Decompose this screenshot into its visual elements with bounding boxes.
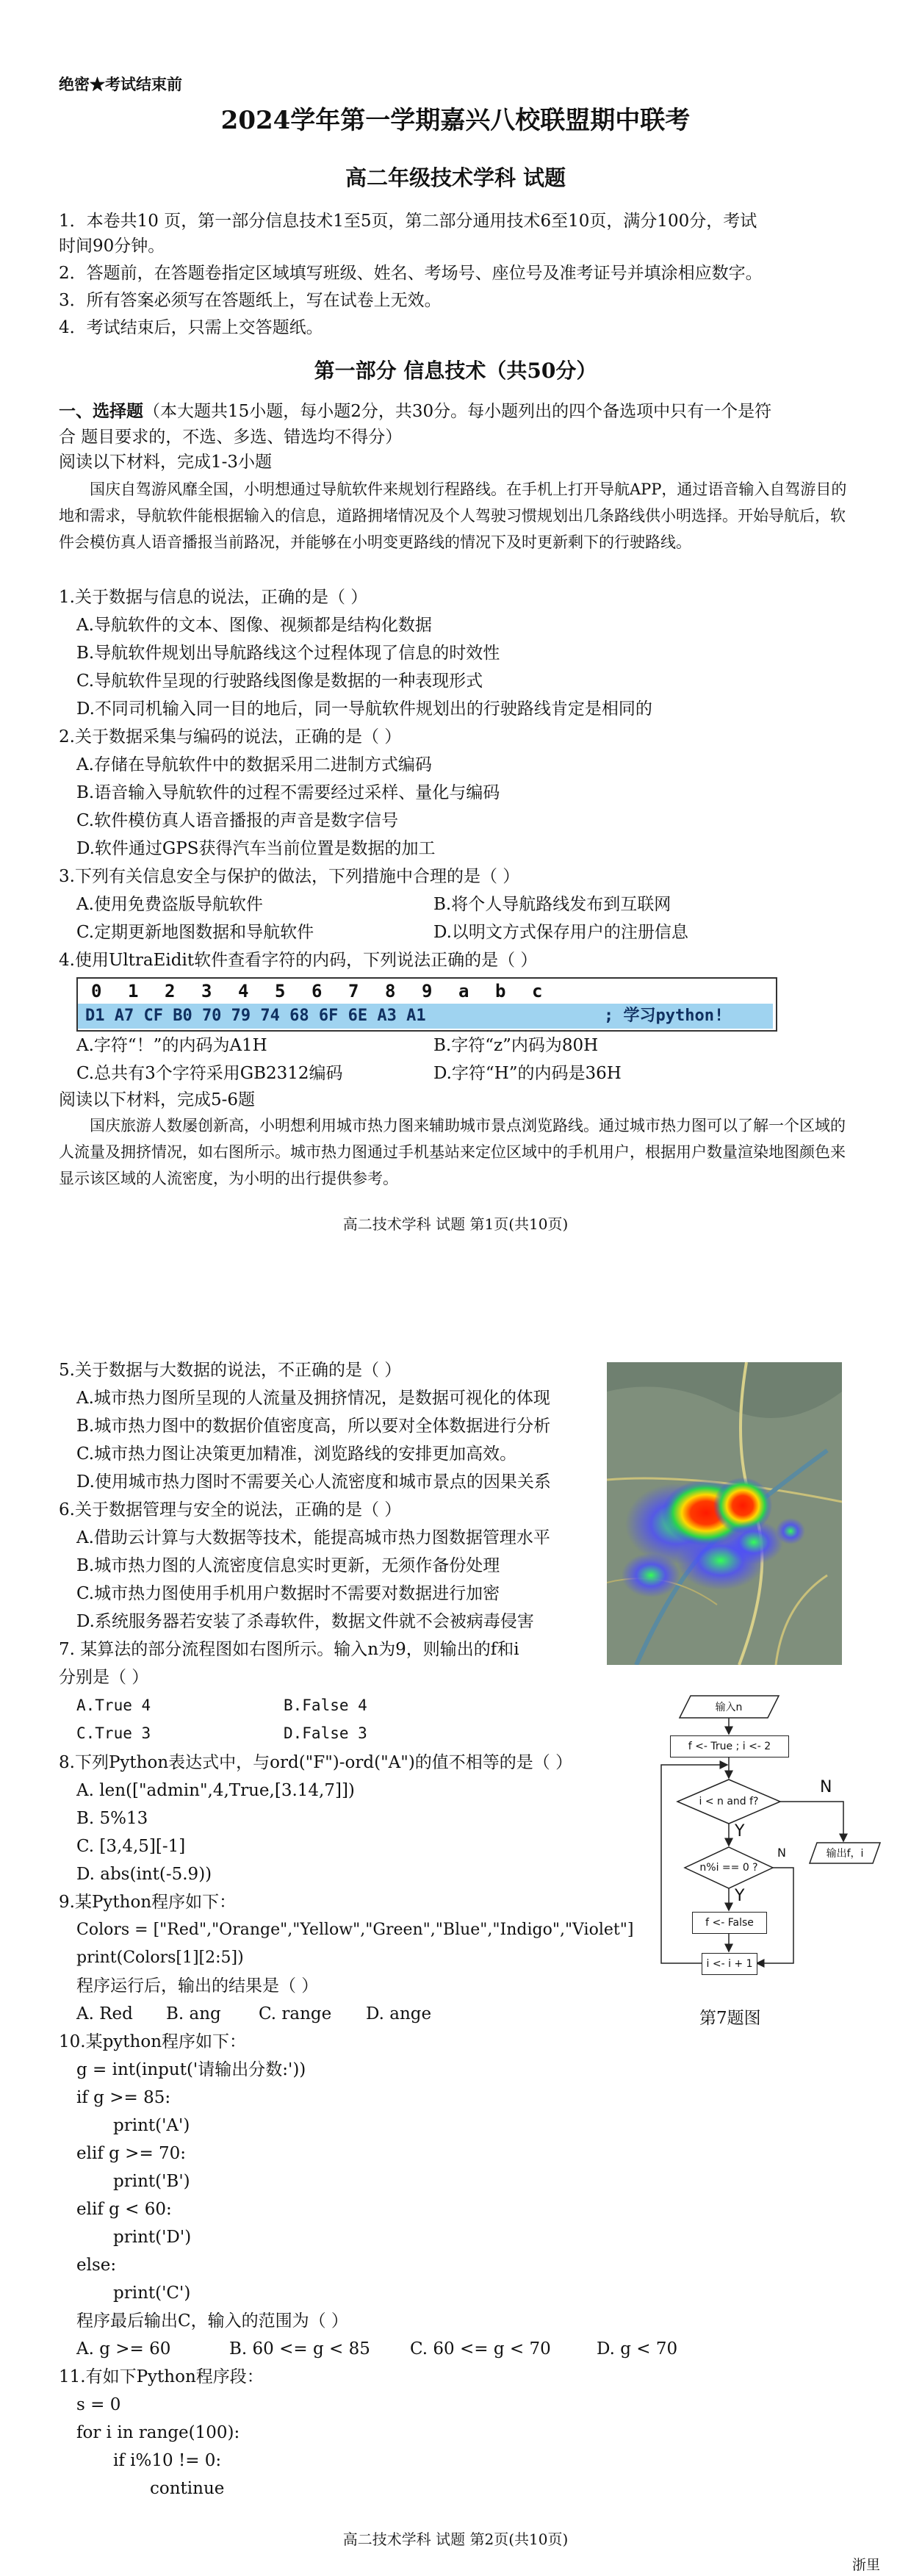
instruction-line: 4．考试结束后，只需上交答题纸。 <box>59 318 323 337</box>
q4-option: C.总共有3个字符采用GB2312编码 <box>76 1064 343 1083</box>
q5-option: B.城市热力图中的数据价值密度高，所以要对全体数据进行分析 <box>76 1417 551 1436</box>
hex-header-cell: 3 <box>201 981 212 1001</box>
hex-header-cell: 4 <box>238 981 249 1001</box>
flowchart-yes-label: Y <box>735 1887 745 1905</box>
hex-ascii: ; 学习python! <box>604 1007 724 1025</box>
hex-header-row <box>78 979 773 1004</box>
corner-watermark: 浙里 <box>852 2557 881 2573</box>
hex-data-row <box>78 1004 773 1029</box>
q9-result-prompt: 程序运行后，输出的结果是（ ） <box>76 1976 319 1996</box>
q9-stem: 9.某Python程序如下： <box>59 1893 237 1912</box>
q8-option: C. [3,4,5][-1] <box>76 1837 186 1856</box>
q10-code-line: elif g < 60: <box>76 2200 172 2219</box>
q10-option: D. g < 70 <box>597 2339 678 2359</box>
flowchart-loop-condition: i < n and f? <box>699 1796 759 1807</box>
flowchart-input: 输入n <box>715 1702 743 1713</box>
part-title: 第一部分 信息技术（共50分） <box>314 359 597 383</box>
q10-code-line: else: <box>76 2256 117 2275</box>
q9-code-line: print(Colors[1][2:5]) <box>76 1949 244 1967</box>
q6-option: B.城市热力图的人流密度信息实时更新，无须作备份处理 <box>76 1556 500 1575</box>
hex-header-cell: 0 <box>91 981 102 1001</box>
q3-stem: 3.下列有关信息安全与保护的做法，下列措施中合理的是（ ） <box>59 867 520 886</box>
q10-code-line: g = int(input('请输出分数:')) <box>76 2060 306 2079</box>
q3-option: A.使用免费盗版导航软件 <box>76 895 263 914</box>
flowchart-no-label: N <box>820 1778 832 1796</box>
q9-code-line: Colors = ["Red","Orange","Yellow","Green","Blue","Indigo","Violet"] <box>76 1921 634 1939</box>
q10-result-prompt: 程序最后输出C，输入的范围为（ ） <box>76 2311 348 2331</box>
hex-header-cell: 6 <box>312 981 323 1001</box>
q2-option: A.存储在导航软件中的数据采用二进制方式编码 <box>76 755 432 774</box>
hex-header-cell: 8 <box>385 981 396 1001</box>
q9-option: D. ange <box>366 2004 432 2023</box>
q1-option: C.导航软件呈现的行驶路线图像是数据的一种表现形式 <box>76 672 483 691</box>
hex-header-cell: 2 <box>165 981 176 1001</box>
page-footer: 高二技术学科 试题 第1页(共10页) <box>342 1215 569 1233</box>
q11-code-line: continue <box>150 2479 225 2498</box>
passage-navigation: 国庆自驾游风靡全国，小明想通过导航软件来规划行程路线。在手机上打开导航APP，通过语音输入自驾游目的地和需求，导航软件能根据输入的信息，道路拥堵情况及个人驾驶习惯规划出几条路线供小明选择。开始导航后，软件会模仿真人语音播报当前路况，并能够在小明变更路线的情况下及时更新剩下的行驶路线。 <box>59 481 847 551</box>
q8-option: B. 5%13 <box>76 1809 148 1828</box>
q6-option: A.借助云计算与大数据等技术，能提高城市热力图数据管理水平 <box>76 1528 550 1547</box>
flowchart <box>647 1690 889 2043</box>
q4-option: A.字符“！”的内码为A1H <box>76 1036 267 1055</box>
flowchart-set-false: f <- False <box>692 1912 767 1934</box>
q1-option: B.导航软件规划出导航路线这个过程体现了信息的时效性 <box>76 644 500 663</box>
q6-stem: 6.关于数据管理与安全的说法，正确的是（ ） <box>59 1500 402 1519</box>
q10-option: C. 60 <= g < 70 <box>410 2339 551 2359</box>
q10-option: B. 60 <= g < 85 <box>229 2339 370 2359</box>
confidential-label: 绝密★考试结束前 <box>59 75 182 93</box>
q1-option: D.不同司机输入同一目的地后，同一导航软件规划出的行驶路线肯定是相同的 <box>76 699 652 719</box>
instruction-line: 时间90分钟。 <box>59 237 165 256</box>
section-intro-heading: 一、选择题 <box>59 401 143 421</box>
q11-code-line: if i%10 != 0: <box>113 2451 222 2470</box>
q4-stem: 4.使用UltraEidit软件查看字符的内码，下列说法正确的是（ ） <box>59 951 538 970</box>
q10-code-line: print('D') <box>113 2228 192 2247</box>
section-intro-line2: 合 题目要求的，不选、多选、错选均不得分） <box>59 428 403 447</box>
q7-stem: 7. 某算法的部分流程图如右图所示。输入n为9，则输出的f和i <box>59 1640 519 1659</box>
city-heatmap-image <box>607 1362 842 1665</box>
q11-stem: 11.有如下Python程序段： <box>59 2367 264 2386</box>
hex-header-cell: c <box>532 981 543 1001</box>
page-footer: 高二技术学科 试题 第2页(共10页) <box>342 2530 569 2548</box>
q2-option: C.软件模仿真人语音播报的声音是数字信号 <box>76 811 399 830</box>
q1-option: A.导航软件的文本、图像、视频都是结构化数据 <box>76 616 432 635</box>
hex-header-cell: 1 <box>128 981 139 1001</box>
hex-header-cell: 9 <box>422 981 433 1001</box>
q2-stem: 2.关于数据采集与编码的说法，正确的是（ ） <box>59 727 402 746</box>
q10-code-line: print('A') <box>113 2116 190 2135</box>
q9-option: A. Red <box>76 2004 133 2023</box>
q5-option: D.使用城市热力图时不需要关心人流密度和城市景点的因果关系 <box>76 1472 551 1492</box>
q2-option: B.语音输入导航软件的过程不需要经过采样、量化与编码 <box>76 783 500 802</box>
flowchart-no-label: N <box>777 1846 786 1860</box>
flowchart-yes-label: Y <box>735 1822 745 1841</box>
q1-stem: 1.关于数据与信息的说法，正确的是（ ） <box>59 588 368 607</box>
flowchart-increment: i <- i + 1 <box>702 1953 757 1975</box>
heatmap-graphic <box>607 1362 842 1665</box>
section-intro-text: （本大题共15小题，每小题2分，共30分。每小题列出的四个备选项中只有一个是符 <box>143 402 772 421</box>
q7-stem-line2: 分别是（ ） <box>59 1668 149 1687</box>
q5-option: C.城市热力图让决策更加精准，浏览路线的安排更加高效。 <box>76 1444 517 1464</box>
q5-stem: 5.关于数据与大数据的说法，不正确的是（ ） <box>59 1361 402 1380</box>
reading-prompt: 阅读以下材料，完成1-3小题 <box>59 453 273 472</box>
exam-subtitle: 高二年级技术学科 试题 <box>345 165 566 190</box>
q10-code-line: print('B') <box>113 2172 190 2191</box>
flowchart-init: f <- True ; i <- 2 <box>670 1735 789 1757</box>
q3-option: C.定期更新地图数据和导航软件 <box>76 923 314 942</box>
section-intro <box>59 400 771 422</box>
q10-code-line: if g >= 85: <box>76 2088 171 2107</box>
q9-option: B. ang <box>166 2004 221 2023</box>
hex-header-cell: b <box>495 981 506 1001</box>
q2-option: D.软件通过GPS获得汽车当前位置是数据的加工 <box>76 839 436 858</box>
q7-option: D.False 3 <box>284 1724 367 1742</box>
hex-viewer <box>76 977 777 1032</box>
instruction-line: 1．本卷共10 页，第一部分信息技术1至5页，第二部分通用技术6至10页，满分100分，考试 <box>59 212 757 231</box>
passage-heatmap: 国庆旅游人数屡创新高，小明想利用城市热力图来辅助城市景点浏览路线。通过城市热力图可以了解一个区域的人流量及拥挤情况，如右图所示。城市热力图通过手机基站来定位区域中的手机用户，根据用户数量渲染地图颜色来显示该区域的人流密度，为小明的出行提供参考。 <box>59 1117 846 1187</box>
q10-stem: 10.某python程序如下： <box>59 2032 247 2051</box>
instruction-line: 3．所有答案必须写在答题纸上，写在试卷上无效。 <box>59 291 442 310</box>
instruction-line: 2．答题前，在答题卷指定区域填写班级、姓名、考场号、座位号及准考证号并填涂相应数字。 <box>59 264 763 283</box>
reading-prompt: 阅读以下材料，完成5-6题 <box>59 1090 256 1109</box>
flowchart-caption: 第7题图 <box>699 2009 761 2028</box>
q11-code-line: s = 0 <box>76 2395 121 2414</box>
q8-option: D. abs(int(-5.9)) <box>76 1865 212 1884</box>
q7-option: C.True 3 <box>76 1724 151 1742</box>
q7-option: B.False 4 <box>284 1697 367 1714</box>
q4-option: D.字符“H”的内码是36H <box>433 1064 622 1083</box>
q10-option: A. g >= 60 <box>76 2339 171 2359</box>
q8-option: A. len(["admin",4,True,[3.14,7]]) <box>76 1781 355 1800</box>
q3-option: B.将个人导航路线发布到互联网 <box>433 895 671 914</box>
q10-code-line: elif g >= 70: <box>76 2144 187 2163</box>
flowchart-output: 输出f，i <box>826 1848 864 1860</box>
hex-header-cell: a <box>458 981 469 1001</box>
hex-header-cell: 5 <box>275 981 286 1001</box>
exam-title: 2024学年第一学期嘉兴八校联盟期中联考 <box>220 106 691 135</box>
flowchart-mod-condition: n%i == 0 ? <box>699 1862 758 1874</box>
q7-option: A.True 4 <box>76 1697 151 1714</box>
q9-option: C. range <box>259 2004 332 2023</box>
hex-bytes: D1 A7 CF B0 70 79 74 68 6F 6E A3 A1 <box>85 1007 426 1025</box>
hex-header-cell: 7 <box>348 981 359 1001</box>
q5-option: A.城市热力图所呈现的人流量及拥挤情况，是数据可视化的体现 <box>76 1389 550 1408</box>
q8-stem: 8.下列Python表达式中，与ord("F")-ord("A")的值不相等的是（ ） <box>59 1753 573 1772</box>
q6-option: D.系统服务器若安装了杀毒软件，数据文件就不会被病毒侵害 <box>76 1612 534 1631</box>
q11-code-line: for i in range(100): <box>76 2423 240 2442</box>
q6-option: C.城市热力图使用手机用户数据时不需要对数据进行加密 <box>76 1584 500 1603</box>
q3-option: D.以明文方式保存用户的注册信息 <box>433 923 688 942</box>
q4-option: B.字符“z”内码为80H <box>433 1036 599 1055</box>
q10-code-line: print('C') <box>113 2284 191 2303</box>
